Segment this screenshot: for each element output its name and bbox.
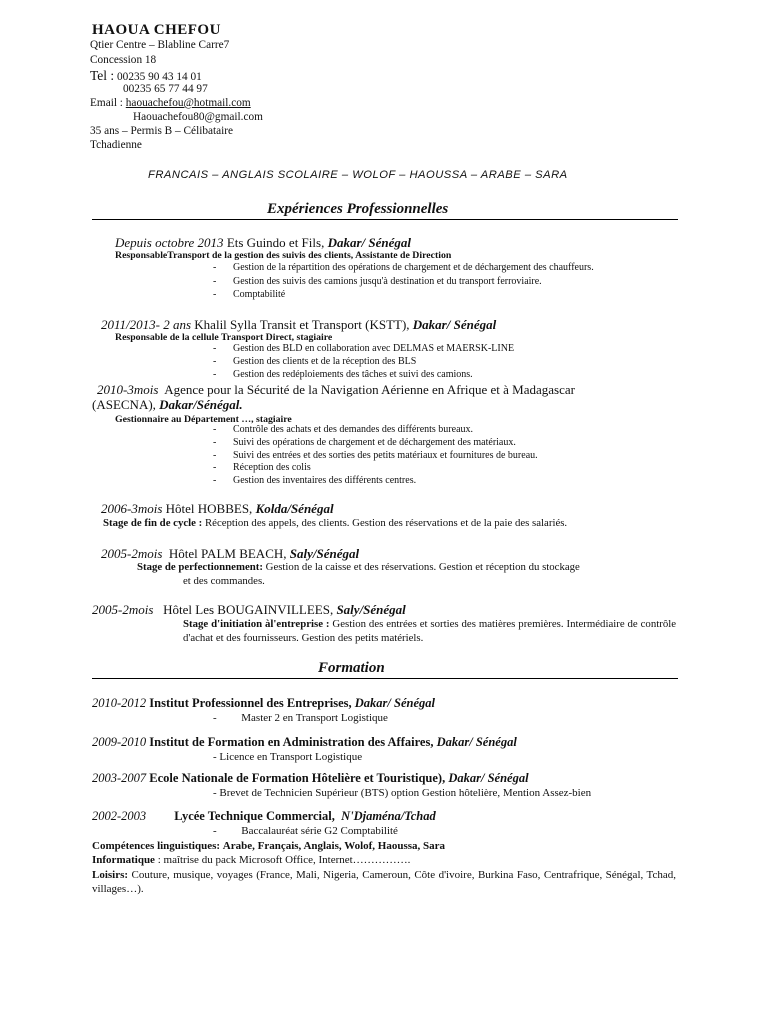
job-date: 2005-2mois bbox=[101, 546, 163, 561]
phone-label: Tel : bbox=[90, 68, 115, 83]
list-item: - Gestion des inventaires des différents centres. bbox=[213, 475, 417, 486]
job-employer: (ASECNA), bbox=[92, 397, 156, 412]
list-item: - Gestion des suivis des camions jusqu'à destination et du transport ferroviaire. bbox=[213, 276, 542, 287]
job-location: Dakar/ Sénégal bbox=[327, 235, 411, 250]
informatique-value: : maîtrise du pack Microsoft Office, Internet……………. bbox=[157, 854, 411, 866]
loisirs-value: Couture, musique, voyages (France, Mali, Nigeria, Cameroun, Côte d'ivoire, Burkina Faso, Centrafrique, Sénégal, Tchad, villages…). bbox=[92, 869, 676, 895]
job-title-line-2 bbox=[92, 397, 243, 413]
formation-location: Dakar/ Sénégal bbox=[436, 735, 517, 749]
formation-entry bbox=[92, 771, 529, 786]
job-date: 2005-2mois bbox=[92, 602, 154, 617]
job-text: Gestion des entrées et sorties des matières premières. Intermédiaire de contrôle d'achat et des fournisseurs. Gestion des petits matériels. bbox=[183, 618, 677, 644]
formation-diploma: - Licence en Transport Logistique bbox=[213, 751, 363, 763]
list-item: - Comptabilité bbox=[213, 289, 286, 300]
job-employer: Hôtel PALM BEACH, bbox=[168, 546, 287, 561]
list-item: - Contrôle des achats et des demandes des différents bureaux. bbox=[213, 424, 474, 435]
list-item: - Gestion de la répartition des opérations de chargement et de déchargement des chauffeurs. bbox=[213, 262, 594, 273]
job-location: Dakar/ Sénégal bbox=[412, 317, 497, 332]
job-description bbox=[137, 561, 580, 573]
phone-line-1 bbox=[90, 68, 202, 84]
job-employer: Ets Guindo et Fils, bbox=[226, 235, 325, 250]
job-date: 2010-3mois bbox=[97, 382, 159, 397]
job-title-line bbox=[101, 317, 496, 333]
email-2: Haouachefou80@gmail.com bbox=[133, 111, 263, 123]
formation-divider bbox=[92, 678, 678, 679]
loisirs-line bbox=[92, 868, 676, 896]
job-title-line bbox=[115, 235, 411, 251]
languages-banner: FRANCAIS – ANGLAIS SCOLAIRE – WOLOF – HAOUSSA – ARABE – SARA bbox=[148, 169, 568, 181]
formation-location: Dakar/ Sénégal bbox=[448, 771, 529, 785]
list-item: - Suivi des opérations de chargement et de déchargement des matériaux. bbox=[213, 437, 516, 448]
list-item: - Gestion des clients et de la réception des BLS bbox=[213, 356, 417, 367]
list-item: - Suivi des entrées et des sorties des petits matériaux et fournitures de bureau. bbox=[213, 450, 538, 461]
job-title-line bbox=[92, 602, 406, 618]
personal-info: 35 ans – Permis B – Célibataire bbox=[90, 125, 234, 137]
job-employer: Khalil Sylla Transit et Transport (KSTT), bbox=[194, 317, 410, 332]
job-location: Kolda/Sénégal bbox=[255, 501, 334, 516]
competences-line bbox=[92, 840, 445, 852]
nationality: Tchadienne bbox=[90, 139, 142, 151]
formation-years: 2002-2003 bbox=[92, 809, 147, 823]
formation-location: N'Djaména/Tchad bbox=[341, 809, 436, 823]
formation-diploma: - Brevet de Technicien Supérieur (BTS) option Gestion hôtelière, Mention Assez-bien bbox=[213, 787, 592, 799]
job-text: Réception des appels, des clients. Gestion des réservations et de la paie des salariés. bbox=[204, 517, 568, 529]
formation-school: Institut de Formation en Administration des Affaires, bbox=[149, 735, 434, 749]
formation-years: 2010-2012 bbox=[92, 696, 147, 710]
formation-entry bbox=[92, 735, 517, 750]
formation-entry bbox=[92, 809, 436, 824]
job-text-cont: et des commandes. bbox=[183, 575, 265, 587]
job-label: Stage de perfectionnement: bbox=[137, 561, 263, 573]
formation-years: 2009-2010 bbox=[92, 735, 147, 749]
job-employer: Hôtel HOBBES, bbox=[165, 501, 253, 516]
experience-divider bbox=[92, 219, 678, 220]
phone-1: 00235 90 43 14 01 bbox=[117, 71, 202, 83]
phone-2: 00235 65 77 44 97 bbox=[123, 83, 208, 95]
formation-years: 2003-2007 bbox=[92, 771, 147, 785]
competences-value: Arabe, Français, Anglais, Wolof, Haoussa, Sara bbox=[222, 840, 446, 852]
job-employer: Hôtel Les BOUGAINVILLEES, bbox=[163, 602, 334, 617]
address-line-2: Concession 18 bbox=[90, 54, 157, 66]
formation-heading: Formation bbox=[318, 660, 385, 676]
job-date: 2006-3mois bbox=[101, 501, 163, 516]
job-description bbox=[103, 517, 567, 529]
formation-entry bbox=[92, 696, 435, 711]
job-title-line bbox=[101, 501, 334, 517]
job-description bbox=[183, 617, 676, 645]
competences-label: Compétences linguistiques: bbox=[92, 840, 221, 852]
formation-diploma: - Master 2 en Transport Logistique bbox=[213, 712, 388, 724]
job-location: Saly/Sénégal bbox=[336, 602, 406, 617]
loisirs-label: Loisirs: bbox=[92, 869, 129, 881]
informatique-line bbox=[92, 854, 410, 866]
job-role: Responsable de la cellule Transport Direct, stagiaire bbox=[115, 332, 333, 343]
list-item: - Gestion des BLD en collaboration avec DELMAS et MAERSK-LINE bbox=[213, 343, 515, 354]
job-employer: Agence pour la Sécurité de la Navigation Aérienne en Afrique et à Madagascar bbox=[164, 382, 575, 397]
informatique-label: Informatique bbox=[92, 854, 155, 866]
job-role: Gestionnaire au Département …, stagiaire bbox=[115, 414, 292, 425]
job-role: ResponsableTransport de la gestion des suivis des clients, Assistante de Direction bbox=[115, 250, 452, 261]
job-text: Gestion de la caisse et des réservations. Gestion et réception du stockage bbox=[265, 561, 580, 573]
email-label: Email : bbox=[90, 97, 123, 109]
job-date: Depuis octobre 2013 bbox=[115, 235, 224, 250]
email-line-1 bbox=[90, 97, 251, 109]
formation-school: Lycée Technique Commercial, bbox=[174, 809, 335, 823]
formation-diploma: - Baccalauréat série G2 Comptabilité bbox=[213, 825, 398, 837]
formation-location: Dakar/ Sénégal bbox=[354, 696, 435, 710]
list-item: - Gestion des redéploiements des tâches et suivi des camions. bbox=[213, 369, 473, 380]
job-label: Stage d'initiation àl'entreprise : bbox=[183, 618, 330, 630]
job-label: Stage de fin de cycle : bbox=[103, 517, 203, 529]
address-line-1: Qtier Centre – Blabline Carre7 bbox=[90, 39, 230, 51]
list-item: - Réception des colis bbox=[213, 462, 311, 473]
experience-heading: Expériences Professionnelles bbox=[267, 201, 449, 217]
job-date: 2011/2013- 2 ans bbox=[101, 317, 192, 332]
job-title-line bbox=[101, 546, 359, 562]
formation-school: Institut Professionnel des Entreprises, bbox=[149, 696, 352, 710]
email-1-link[interactable]: haouachefou@hotmail.com bbox=[125, 97, 251, 109]
job-location: Dakar/Sénégal. bbox=[159, 397, 243, 412]
job-location: Saly/Sénégal bbox=[289, 546, 360, 561]
candidate-name: HAOUA CHEFOU bbox=[92, 22, 221, 38]
formation-school: Ecole Nationale de Formation Hôtelière et Touristique), bbox=[149, 771, 446, 785]
job-title-line bbox=[97, 382, 575, 398]
